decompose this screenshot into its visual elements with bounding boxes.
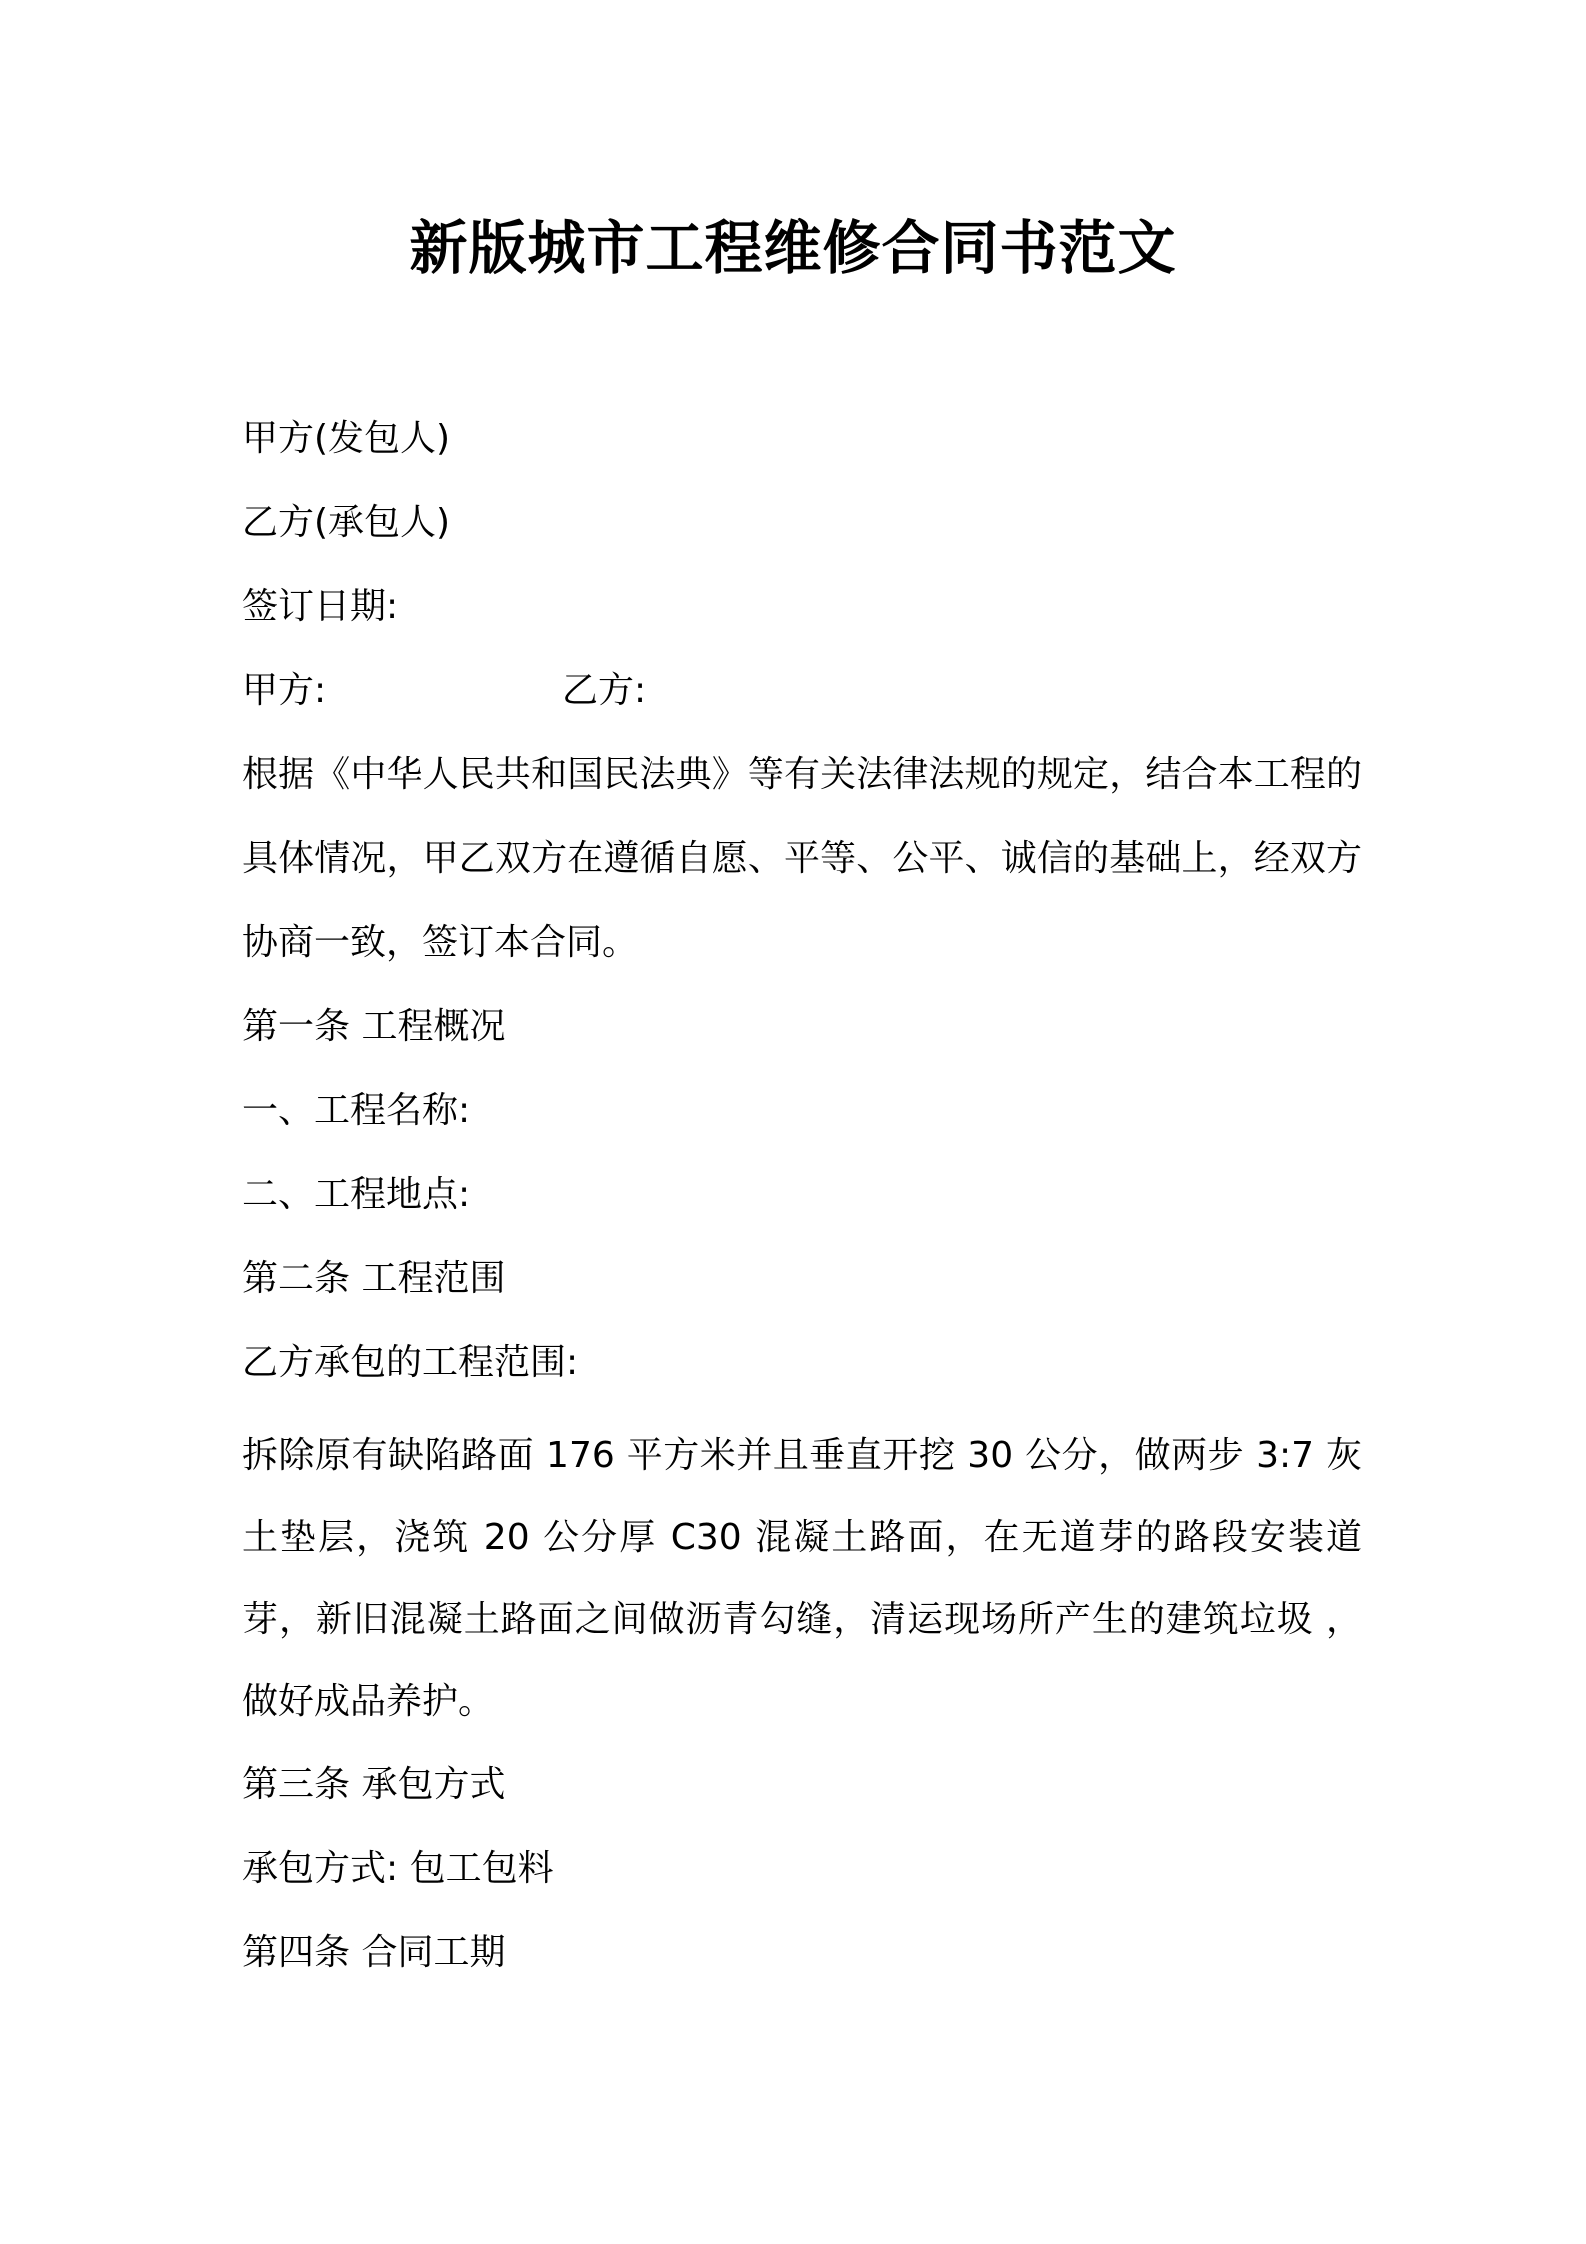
sign-party-b: 乙方:	[562, 670, 647, 711]
document-title: 新版城市工程维修合同书范文	[409, 214, 1177, 282]
article1-title: 第一条 工程概况	[242, 1006, 506, 1047]
article1-item2: 二、工程地点:	[242, 1174, 471, 1215]
signature-row	[242, 649, 1362, 733]
article2-scope-text: 拆除原有缺陷路面 176 平方米并且垂直开挖 30 公分，做两步 3:7 灰土垫层，浇筑 20 公分厚 C30 混凝土路面，在无道芽的路段安装道芽，新旧混凝土路面之间做沥青勾缝，清运现场所产生的建筑垃圾 ，做好成品养护。	[242, 1435, 1362, 1722]
sign-date-label: 签订日期:	[242, 586, 399, 627]
article3-text: 承包方式: 包工包料	[242, 1848, 554, 1889]
article2-title: 第二条 工程范围	[242, 1258, 506, 1299]
sign-party-a: 甲方:	[242, 670, 327, 711]
intro-paragraph: 根据《中华人民共和国民法典》等有关法律法规的规定，结合本工程的具体情况，甲乙双方在遵循自愿、平等、公平、诚信的基础上，经双方协商一致，签订本合同。	[242, 754, 1362, 963]
article2-scope-label: 乙方承包的工程范围:	[242, 1342, 579, 1383]
document-body	[242, 397, 1362, 1995]
article1-item1: 一、工程名称:	[242, 1090, 471, 1131]
party-b-label: 乙方(承包人)	[242, 502, 451, 543]
party-a-label: 甲方(发包人)	[242, 418, 451, 459]
article3-title: 第三条 承包方式	[242, 1764, 506, 1805]
article4-title: 第四条 合同工期	[242, 1932, 506, 1973]
